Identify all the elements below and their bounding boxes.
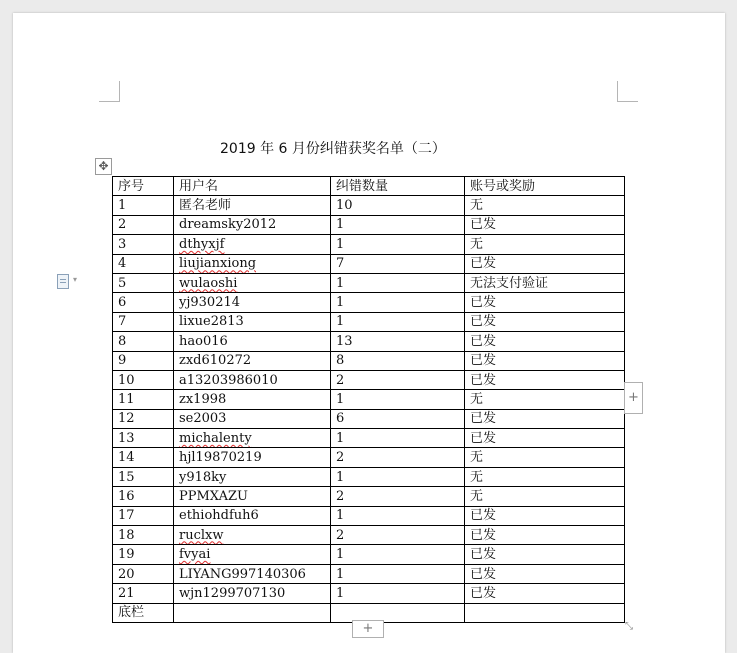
cell-username[interactable] bbox=[174, 390, 331, 409]
cell-count[interactable] bbox=[331, 390, 465, 409]
cell-username[interactable] bbox=[174, 448, 331, 467]
cell-reward-text: 已发 bbox=[470, 547, 497, 563]
cell-reward[interactable] bbox=[465, 196, 625, 215]
cell-username-text: ruclxw bbox=[179, 527, 224, 543]
cell-reward[interactable] bbox=[465, 506, 625, 525]
table-row bbox=[113, 254, 625, 273]
cell-number-text: 5 bbox=[118, 275, 127, 291]
cell-count-text: 1 bbox=[336, 295, 345, 311]
cell-number[interactable] bbox=[113, 564, 174, 583]
cell-number[interactable] bbox=[113, 545, 174, 564]
cell-reward[interactable] bbox=[465, 467, 625, 486]
table-row bbox=[113, 545, 625, 564]
cell-reward-text: 已发 bbox=[470, 217, 497, 233]
cell-reward-text: 已发 bbox=[470, 566, 497, 582]
cell-count[interactable] bbox=[331, 254, 465, 273]
cell-number[interactable] bbox=[113, 584, 174, 603]
cell-username[interactable] bbox=[174, 312, 331, 331]
cell-reward[interactable] bbox=[465, 215, 625, 234]
table-row bbox=[113, 312, 625, 331]
table-row bbox=[113, 235, 625, 254]
cell-username-text: fvyai bbox=[179, 547, 211, 563]
cell-username[interactable] bbox=[174, 429, 331, 448]
cell-number[interactable] bbox=[113, 235, 174, 254]
cell-reward[interactable] bbox=[465, 448, 625, 467]
cell-reward-text: 已发 bbox=[470, 256, 497, 272]
cell-reward[interactable] bbox=[465, 526, 625, 545]
table-row bbox=[113, 273, 625, 292]
cell-reward[interactable] bbox=[465, 564, 625, 583]
table-row bbox=[113, 467, 625, 486]
table-row bbox=[113, 526, 625, 545]
cell-reward[interactable] bbox=[465, 390, 625, 409]
cell-count[interactable] bbox=[331, 429, 465, 448]
cell-number-text: 4 bbox=[118, 256, 127, 272]
table-row bbox=[113, 196, 625, 215]
cell-number-text: 11 bbox=[118, 391, 135, 407]
cell-number[interactable] bbox=[113, 409, 174, 428]
cell-count[interactable] bbox=[331, 196, 465, 215]
cell-count-text: 1 bbox=[336, 391, 345, 407]
cell-count[interactable] bbox=[331, 370, 465, 389]
cell-number-text: 17 bbox=[118, 508, 135, 524]
cell-count[interactable] bbox=[331, 332, 465, 351]
cell-reward-text: 已发 bbox=[470, 295, 497, 311]
cell-count-text: 7 bbox=[336, 256, 345, 272]
cell-count-text: 1 bbox=[336, 566, 345, 582]
table-row bbox=[113, 370, 625, 389]
cell-username-text: wulaoshi bbox=[179, 275, 238, 291]
cell-reward-text: 已发 bbox=[470, 527, 497, 543]
cell-username[interactable] bbox=[174, 467, 331, 486]
cell-count[interactable] bbox=[331, 273, 465, 292]
add-row-button[interactable]: + bbox=[352, 620, 384, 638]
header-cell-text: 纠错数量 bbox=[336, 178, 389, 194]
cell-count-text: 1 bbox=[336, 508, 345, 524]
chevron-down-icon: ▾ bbox=[73, 275, 78, 284]
cell-username[interactable] bbox=[174, 332, 331, 351]
table-header-row bbox=[113, 177, 625, 196]
cell-username[interactable] bbox=[174, 526, 331, 545]
margin-corner-top-right bbox=[617, 81, 638, 102]
cell-count[interactable] bbox=[331, 545, 465, 564]
header-cell[interactable] bbox=[331, 177, 465, 196]
table-resize-handle-icon[interactable]: ⤡ bbox=[625, 621, 633, 632]
cell-reward[interactable] bbox=[465, 332, 625, 351]
table-row bbox=[113, 429, 625, 448]
footer-cell[interactable] bbox=[465, 603, 625, 622]
cell-number[interactable] bbox=[113, 351, 174, 370]
cell-username-text: hao016 bbox=[179, 333, 228, 349]
table-move-handle-icon[interactable]: ✥ bbox=[95, 158, 112, 175]
cell-count[interactable] bbox=[331, 215, 465, 234]
table-row bbox=[113, 487, 625, 506]
cell-username[interactable] bbox=[174, 370, 331, 389]
header-cell-text: 序号 bbox=[118, 178, 145, 194]
cell-reward[interactable] bbox=[465, 429, 625, 448]
cell-count[interactable] bbox=[331, 564, 465, 583]
cell-username-text: wjn1299707130 bbox=[179, 585, 286, 601]
cell-username[interactable] bbox=[174, 487, 331, 506]
cell-reward-text: 已发 bbox=[470, 372, 497, 388]
cell-number[interactable] bbox=[113, 332, 174, 351]
cell-number[interactable] bbox=[113, 196, 174, 215]
cell-number-text: 7 bbox=[118, 314, 127, 330]
cell-username-text: lixue2813 bbox=[179, 314, 244, 330]
header-cell[interactable] bbox=[174, 177, 331, 196]
cell-count-text: 10 bbox=[336, 198, 353, 214]
cell-count[interactable] bbox=[331, 312, 465, 331]
footer-cell[interactable] bbox=[113, 603, 174, 622]
award-table bbox=[112, 176, 625, 623]
cell-number[interactable] bbox=[113, 467, 174, 486]
cell-number[interactable] bbox=[113, 487, 174, 506]
cell-username[interactable] bbox=[174, 584, 331, 603]
cell-reward-text: 已发 bbox=[470, 353, 497, 369]
cell-reward[interactable] bbox=[465, 235, 625, 254]
cell-count-text: 1 bbox=[336, 430, 345, 446]
cell-number[interactable] bbox=[113, 506, 174, 525]
cell-reward-text: 已发 bbox=[470, 411, 497, 427]
cell-count-text: 2 bbox=[336, 488, 345, 504]
cell-username-text: a13203986010 bbox=[179, 372, 278, 388]
cell-count[interactable] bbox=[331, 235, 465, 254]
cell-username[interactable] bbox=[174, 215, 331, 234]
margin-corner-top-left bbox=[99, 81, 120, 102]
cell-count-text: 2 bbox=[336, 450, 345, 466]
cell-username-text: zx1998 bbox=[179, 391, 227, 407]
table-row bbox=[113, 332, 625, 351]
cell-reward-text: 已发 bbox=[470, 333, 497, 349]
cell-count[interactable] bbox=[331, 584, 465, 603]
cell-count-text: 1 bbox=[336, 314, 345, 330]
cell-username-text: hjl19870219 bbox=[179, 450, 262, 466]
cell-reward[interactable] bbox=[465, 293, 625, 312]
header-cell-text: 用户名 bbox=[179, 178, 219, 194]
cell-username[interactable] bbox=[174, 196, 331, 215]
cell-count-text: 1 bbox=[336, 275, 345, 291]
cell-count-text: 2 bbox=[336, 527, 345, 543]
cell-username[interactable] bbox=[174, 564, 331, 583]
cell-number-text: 3 bbox=[118, 236, 127, 252]
cell-username[interactable] bbox=[174, 409, 331, 428]
table-row bbox=[113, 584, 625, 603]
footer-cell[interactable] bbox=[331, 603, 465, 622]
cell-reward-text: 已发 bbox=[470, 314, 497, 330]
cell-count[interactable] bbox=[331, 448, 465, 467]
cell-reward-text: 已发 bbox=[470, 585, 497, 601]
cell-number-text: 2 bbox=[118, 217, 127, 233]
cell-reward[interactable] bbox=[465, 312, 625, 331]
cell-reward[interactable] bbox=[465, 273, 625, 292]
cell-count[interactable] bbox=[331, 409, 465, 428]
paragraph-options-icon[interactable] bbox=[57, 274, 83, 288]
cell-reward[interactable] bbox=[465, 584, 625, 603]
table-row bbox=[113, 215, 625, 234]
cell-username[interactable] bbox=[174, 293, 331, 312]
cell-count-text: 1 bbox=[336, 236, 345, 252]
cell-count-text: 13 bbox=[336, 333, 353, 349]
cell-reward[interactable] bbox=[465, 545, 625, 564]
cell-reward-text: 无 bbox=[470, 488, 484, 504]
header-cell[interactable] bbox=[113, 177, 174, 196]
cell-username[interactable] bbox=[174, 273, 331, 292]
cell-count[interactable] bbox=[331, 487, 465, 506]
cell-reward[interactable] bbox=[465, 351, 625, 370]
document-icon bbox=[57, 274, 69, 289]
cell-reward-text: 无 bbox=[470, 469, 484, 485]
cell-username[interactable] bbox=[174, 254, 331, 273]
cell-username[interactable] bbox=[174, 506, 331, 525]
cell-reward-text: 已发 bbox=[470, 508, 497, 524]
table-row bbox=[113, 448, 625, 467]
cell-count-text: 1 bbox=[336, 217, 345, 233]
cell-number-text: 16 bbox=[118, 488, 135, 504]
cell-number-text: 18 bbox=[118, 527, 135, 543]
cell-reward-text: 已发 bbox=[470, 430, 497, 446]
cell-count-text: 1 bbox=[336, 585, 345, 601]
cell-count-text: 6 bbox=[336, 411, 345, 427]
cell-count[interactable] bbox=[331, 506, 465, 525]
cell-reward[interactable] bbox=[465, 254, 625, 273]
cell-number[interactable] bbox=[113, 429, 174, 448]
cell-username-text: dreamsky2012 bbox=[179, 217, 277, 233]
cell-count[interactable] bbox=[331, 293, 465, 312]
cell-username-text: LIYANG997140306 bbox=[179, 566, 306, 582]
table-row bbox=[113, 409, 625, 428]
cell-number-text: 13 bbox=[118, 430, 135, 446]
cell-reward-text: 无 bbox=[470, 391, 484, 407]
cell-number[interactable] bbox=[113, 370, 174, 389]
cell-username[interactable] bbox=[174, 351, 331, 370]
cell-number-text: 14 bbox=[118, 450, 135, 466]
cell-username-text: y918ky bbox=[179, 469, 227, 485]
cell-count-text: 2 bbox=[336, 372, 345, 388]
cell-reward-text: 无 bbox=[470, 236, 484, 252]
footer-cell[interactable] bbox=[174, 603, 331, 622]
cell-username-text: yj930214 bbox=[179, 295, 241, 311]
cell-number-text: 20 bbox=[118, 566, 135, 582]
cell-number-text: 12 bbox=[118, 411, 135, 427]
cell-number-text: 21 bbox=[118, 585, 135, 601]
cell-username-text: se2003 bbox=[179, 411, 227, 427]
cell-number[interactable] bbox=[113, 312, 174, 331]
cell-number-text: 9 bbox=[118, 353, 127, 369]
cell-reward-text: 无法支付验证 bbox=[470, 275, 549, 291]
cell-username-text: liujianxiong bbox=[179, 256, 257, 272]
cell-reward[interactable] bbox=[465, 409, 625, 428]
cell-reward-text: 无 bbox=[470, 450, 484, 466]
cell-username-text: PPMXAZU bbox=[179, 488, 248, 504]
cell-number-text: 19 bbox=[118, 547, 135, 563]
cell-count-text: 1 bbox=[336, 547, 345, 563]
table-row bbox=[113, 351, 625, 370]
table-row bbox=[113, 564, 625, 583]
cell-username-text: ethiohdfuh6 bbox=[179, 508, 259, 524]
cell-number[interactable] bbox=[113, 215, 174, 234]
cell-reward-text: 无 bbox=[470, 198, 484, 214]
cell-username-text: 匿名老师 bbox=[179, 198, 232, 214]
cell-count[interactable] bbox=[331, 467, 465, 486]
cell-number-text: 8 bbox=[118, 333, 127, 349]
cell-username-text: zxd610272 bbox=[179, 353, 252, 369]
cell-number[interactable] bbox=[113, 273, 174, 292]
cell-count-text: 8 bbox=[336, 353, 345, 369]
cell-reward[interactable] bbox=[465, 487, 625, 506]
cell-number-text: 15 bbox=[118, 469, 135, 485]
header-cell-text: 账号或奖励 bbox=[470, 178, 536, 194]
cell-number-text: 10 bbox=[118, 372, 135, 388]
cell-number[interactable] bbox=[113, 254, 174, 273]
cell-count-text: 1 bbox=[336, 469, 345, 485]
add-column-button[interactable]: + bbox=[624, 382, 643, 414]
cell-username[interactable] bbox=[174, 545, 331, 564]
cell-username[interactable] bbox=[174, 235, 331, 254]
cell-reward[interactable] bbox=[465, 370, 625, 389]
cell-username-text: michalenty bbox=[179, 430, 252, 446]
cell-number[interactable] bbox=[113, 448, 174, 467]
cell-count[interactable] bbox=[331, 526, 465, 545]
table-row bbox=[113, 390, 625, 409]
table-row bbox=[113, 293, 625, 312]
cell-number[interactable] bbox=[113, 526, 174, 545]
cell-username-text: dthyxjf bbox=[179, 236, 225, 252]
table-row bbox=[113, 506, 625, 525]
document-page bbox=[13, 13, 725, 653]
footer-cell-text: 底栏 bbox=[118, 605, 145, 621]
cell-number[interactable] bbox=[113, 293, 174, 312]
document-title: 2019 年 6 月份纠错获奖名单（二） bbox=[220, 141, 446, 157]
cell-number-text: 1 bbox=[118, 198, 127, 214]
cell-number-text: 6 bbox=[118, 295, 127, 311]
cell-count[interactable] bbox=[331, 351, 465, 370]
header-cell[interactable] bbox=[465, 177, 625, 196]
cell-number[interactable] bbox=[113, 390, 174, 409]
